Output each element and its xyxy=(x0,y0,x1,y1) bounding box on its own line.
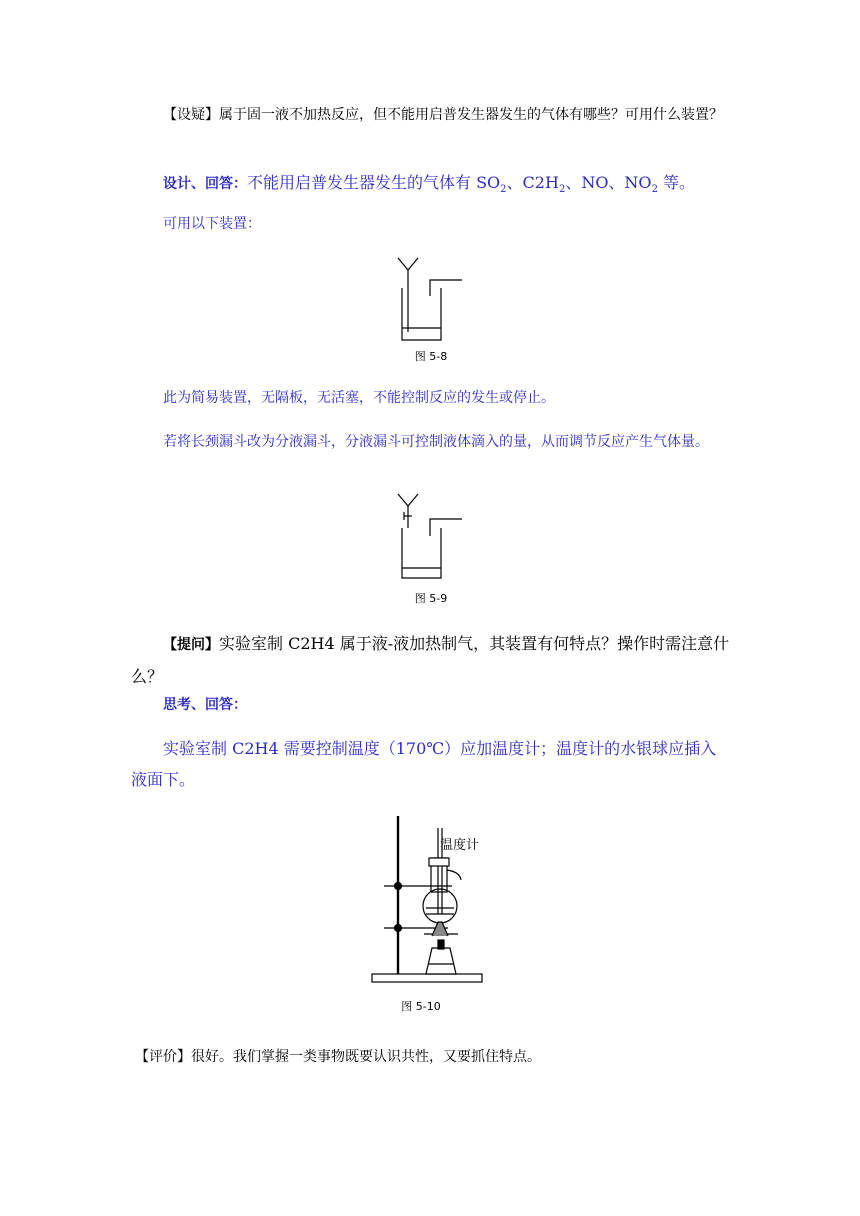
answer-text-tail: 等。 xyxy=(657,173,696,192)
note-paragraph-1: 此为简易装置，无隔板，无活塞，不能控制反应的发生或停止。 xyxy=(163,390,555,406)
subscript: 2 xyxy=(558,184,566,196)
answer-text-mid2: 、NO、NO xyxy=(565,173,652,192)
question-paragraph-1 xyxy=(131,104,731,126)
question-tag: 【提问】 xyxy=(163,637,219,653)
answer-paragraph-2: 实验室制 C2H4 需要控制温度（170℃）应加温度计；温度计的水银球应插入液面下。 xyxy=(131,739,717,789)
apparatus-diagram-5-9 xyxy=(396,492,466,584)
answer-label: 设计、回答： xyxy=(163,176,247,192)
answer-text-lead: 不能用启普发生器发生的气体有 SO xyxy=(247,173,501,192)
intro-paragraph: 可用以下装置： xyxy=(163,216,261,232)
evaluation-text: 很好。我们掌握一类事物既要认识共性，又要抓住特点。 xyxy=(191,1049,541,1065)
evaluation-paragraph xyxy=(131,1046,731,1068)
thermometer-label: 温度计 xyxy=(440,838,480,853)
subscript: 2 xyxy=(500,184,507,196)
answer-text-mid: 、C2H xyxy=(506,173,559,192)
answer-paragraph-1 xyxy=(131,167,731,205)
subscript: 2 xyxy=(651,184,658,196)
figure-caption-5-9: 图 5-9 xyxy=(414,592,448,605)
figure-caption-5-8: 图 5-8 xyxy=(414,350,448,363)
question-tag: 【设疑】 xyxy=(163,107,219,123)
question-paragraph-2 xyxy=(131,628,731,692)
think-label: 思考、回答： xyxy=(163,697,247,713)
apparatus-diagram-5-8 xyxy=(396,256,466,346)
question-text: 实验室制 C2H4 属于液-液加热制气，其装置有何特点？操作时需注意什么？ xyxy=(131,634,730,686)
evaluation-tag: 【评价】 xyxy=(135,1049,191,1065)
figure-caption-5-10: 图 5-10 xyxy=(401,1000,441,1013)
note-paragraph-2: 若将长颈漏斗改为分液漏斗，分液漏斗可控制液体滴入的量，从而调节反应产生气体量。 xyxy=(163,434,709,450)
question-text: 属于固一液不加热反应，但不能用启普发生器发生的气体有哪些？可用什么装置？ xyxy=(219,107,723,123)
